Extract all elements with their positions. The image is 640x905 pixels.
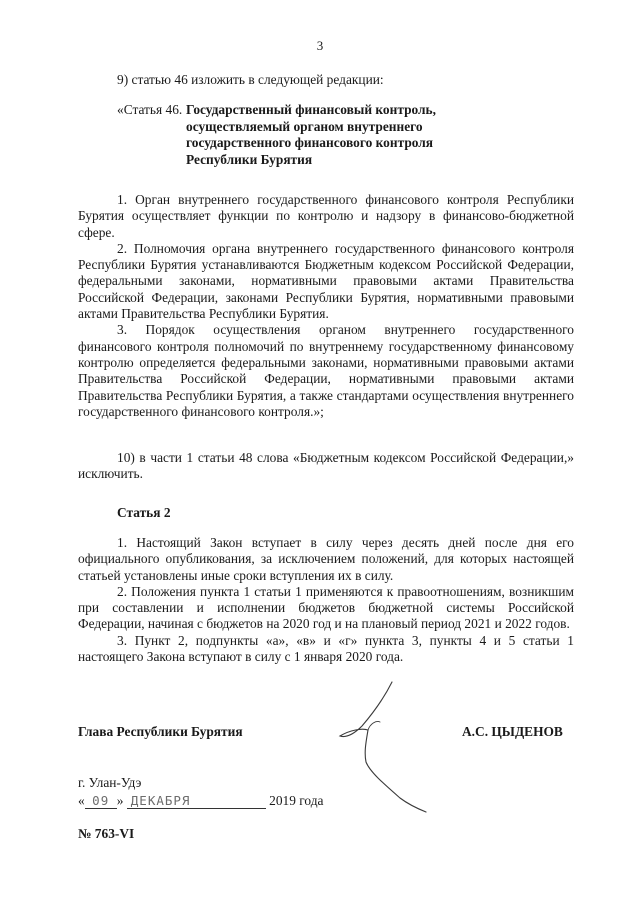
article-46-title-line: Республики Бурятия (186, 151, 313, 167)
article-46-paragraph-1: 1. Орган внутреннего государственного финансового контроля Республики Бурятия осуществляет функции по контролю и надзору в финансово-бюджетной сфере. (78, 192, 574, 240)
article-2-paragraph-3: 3. Пункт 2, подпункты «а», «в» и «г» пункта 3, пункты 4 и 5 статьи 1 настоящего Закона вступают в силу с 1 января 2020 года. (78, 632, 574, 665)
article-46-body (78, 192, 574, 420)
item-10-text: 10) в части 1 статьи 48 слова «Бюджетным кодексом Российской Федерации,» исключить. (78, 450, 574, 482)
signatory-title: Глава Республики Бурятия (78, 724, 243, 739)
article-2-heading: Статья 2 (117, 505, 171, 520)
date-open-quote: « (78, 793, 85, 808)
article-46-title (186, 102, 526, 168)
article-2-paragraph-1: 1. Настоящий Закон вступает в силу через десять дней после дня его официального опубликования, за исключением положений, для которых настоящей статьей установлены иные сроки вступления их в силу. (78, 535, 574, 583)
signing-date (78, 793, 323, 809)
article-46-title-line: государственного финансового контроля (186, 135, 434, 150)
article-46-title-line: Государственный финансовый контроль, (186, 102, 436, 117)
item-9-text: 9) статью 46 изложить в следующей редакции: (117, 72, 384, 87)
article-2-paragraph-2: 2. Положения пункта 1 статьи 1 применяются к правоотношениям, возникшим при составлении и исполнении бюджетов бюджетной системы Российской Федерации, начиная с бюджетов на 2020 год и на плановый период 2021 и 2022 годов. (78, 583, 574, 632)
signatory-name: А.С. ЦЫДЕНОВ (462, 724, 563, 739)
law-number: № 763-VI (78, 826, 135, 841)
date-close-quote: » (116, 793, 124, 808)
article-46-prefix: «Статья 46. (117, 102, 183, 117)
date-day-stamp: 09 (85, 793, 117, 809)
article-46-paragraph-3: 3. Порядок осуществления органом внутреннего государственного финансового контроля полномочий по внутреннему государственному финансовому контролю определяется федеральными законами, нормативными правовыми актами Правительства Российской Федерации, нормативными правовыми актами Правительства Республики Бурятия, а также стандартами осуществления внутреннего государственного финансового контроля.»; (78, 322, 574, 419)
article-46-paragraph-2: 2. Полномочия органа внутреннего государственного финансового контроля Республики Бурятия устанавливаются Бюджетным кодексом Российской Федерации, федеральными законами, нормативными правовыми актами Правительства Российской Федерации, законами Республики Бурятия, нормативными правовыми актами Правительства Республики Бурятия. (78, 240, 574, 322)
date-month-stamp: ДЕКАБРЯ (127, 793, 266, 809)
place-of-signing: г. Улан-Удэ (78, 775, 142, 790)
date-year: 2019 года (269, 793, 324, 808)
handwritten-signature (322, 680, 432, 815)
article-46-title-line: осуществляемый органом внутреннего (186, 118, 423, 134)
page-number: 3 (316, 38, 324, 53)
item-10-block (78, 450, 574, 483)
article-2-body (78, 535, 574, 665)
